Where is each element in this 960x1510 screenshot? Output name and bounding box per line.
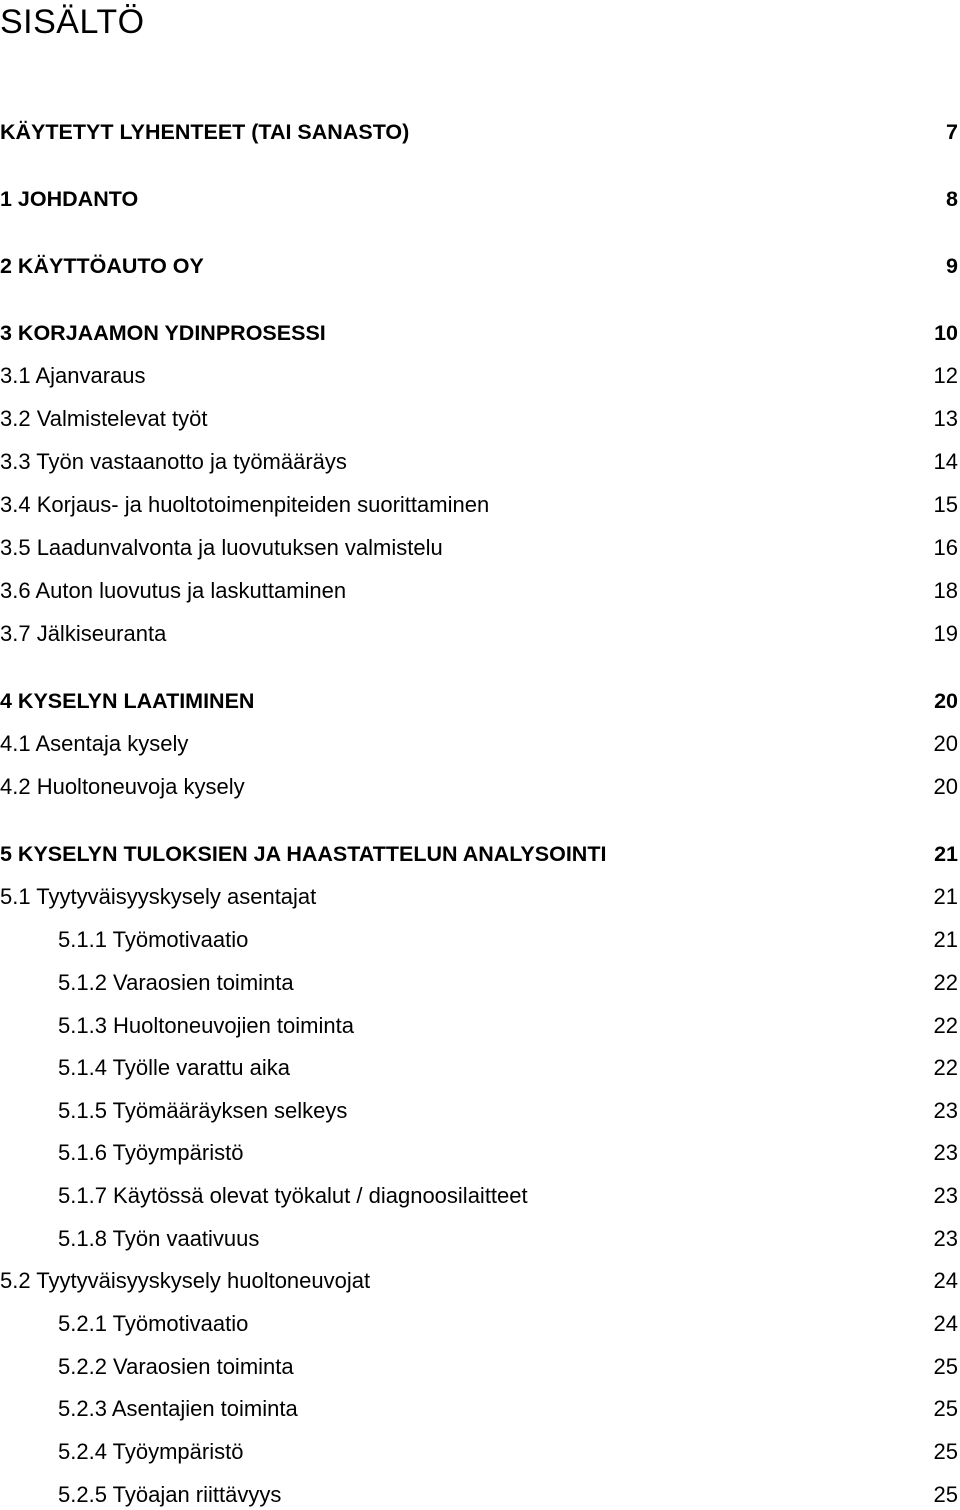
- toc-entry-page-number: 14: [933, 449, 958, 474]
- toc-entry-page-number: 19: [933, 621, 958, 646]
- page-title: SISÄLTÖ: [0, 3, 145, 41]
- toc-entry[interactable]: [0, 1053, 958, 1083]
- toc-entry-page-number: 21: [934, 842, 958, 866]
- toc-entry-page-number: 18: [933, 578, 958, 603]
- toc-entry[interactable]: [0, 1352, 958, 1382]
- toc-entry[interactable]: [0, 1011, 958, 1041]
- toc-entry-label: 1 JOHDANTO: [0, 187, 139, 211]
- toc-entry[interactable]: [0, 1480, 958, 1510]
- toc-entry[interactable]: [0, 361, 958, 391]
- toc-entry[interactable]: [0, 925, 958, 955]
- toc-entry-label: 3.3 Työn vastaanotto ja työmääräys: [0, 449, 347, 474]
- toc-entry[interactable]: [0, 1394, 958, 1424]
- toc-entry[interactable]: [0, 117, 958, 147]
- toc-entry-label: 5.2.4 Työympäristö: [58, 1439, 244, 1464]
- toc-entry-label: KÄYTETYT LYHENTEET (TAI SANASTO): [0, 120, 410, 144]
- toc-entry-page-number: 25: [933, 1439, 958, 1464]
- toc-entry-label: 5.2.5 Työajan riittävyys: [58, 1482, 282, 1507]
- toc-entry[interactable]: [0, 318, 958, 348]
- toc-entry-page-number: 25: [933, 1482, 958, 1507]
- toc-entry-page-number: 20: [933, 731, 958, 756]
- toc-entry-label: 5.1.2 Varaosien toiminta: [58, 970, 294, 995]
- toc-entry[interactable]: [0, 1437, 958, 1467]
- toc-entry-label: 3.4 Korjaus- ja huoltotoimenpiteiden suorittaminen: [0, 492, 490, 517]
- toc-entry-label: 5.2.2 Varaosien toiminta: [58, 1354, 294, 1379]
- toc-entry-label: 3.2 Valmistelevat työt: [0, 406, 208, 431]
- toc-entry[interactable]: [0, 576, 958, 606]
- toc-entry-page-number: 22: [933, 1013, 958, 1038]
- toc-entry-label: 5.2.1 Työmotivaatio: [58, 1311, 249, 1336]
- toc-entry-label: 5.1.3 Huoltoneuvojien toiminta: [58, 1013, 354, 1038]
- toc-entry[interactable]: [0, 772, 958, 802]
- toc-entry-page-number: 20: [933, 774, 958, 799]
- toc-entry-page-number: 25: [933, 1396, 958, 1421]
- toc-entry[interactable]: [0, 490, 958, 520]
- toc-entry-page-number: 24: [933, 1268, 958, 1293]
- toc-entry[interactable]: [0, 251, 958, 281]
- toc-entry[interactable]: [0, 1266, 958, 1296]
- toc-entry-label: 5.1.8 Työn vaativuus: [58, 1226, 260, 1251]
- toc-entry-label: 5.1.5 Työmääräyksen selkeys: [58, 1098, 348, 1123]
- toc-entry[interactable]: [0, 619, 958, 649]
- toc-entry-label: 3 KORJAAMON YDINPROSESSI: [0, 321, 326, 345]
- toc-entry-page-number: 20: [934, 689, 958, 713]
- toc-entry-label: 2 KÄYTTÖAUTO OY: [0, 254, 204, 278]
- toc-entry[interactable]: [0, 1138, 958, 1168]
- toc-entry[interactable]: [0, 533, 958, 563]
- toc-entry-label: 4.2 Huoltoneuvoja kysely: [0, 774, 245, 799]
- toc-entry[interactable]: [0, 447, 958, 477]
- toc-entry-page-number: 7: [946, 120, 958, 144]
- toc-entry-page-number: 23: [933, 1140, 958, 1165]
- toc-entry-page-number: 25: [933, 1354, 958, 1379]
- toc-entry-label: 5.1.7 Käytössä olevat työkalut / diagnoosilaitteet: [58, 1183, 528, 1208]
- toc-entry[interactable]: [0, 968, 958, 998]
- toc-entry-label: 5.1.4 Työlle varattu aika: [58, 1055, 290, 1080]
- toc-entry-page-number: 22: [933, 970, 958, 995]
- toc-entry-page-number: 8: [946, 187, 958, 211]
- toc-entry-page-number: 23: [933, 1098, 958, 1123]
- toc-entry-page-number: 23: [933, 1226, 958, 1251]
- toc-entry-label: 5.1.1 Työmotivaatio: [58, 927, 249, 952]
- toc-entry-page-number: 22: [933, 1055, 958, 1080]
- toc-entry-label: 5.1.6 Työympäristö: [58, 1140, 244, 1165]
- toc-entry-label: 3.5 Laadunvalvonta ja luovutuksen valmistelu: [0, 535, 443, 560]
- toc-entry[interactable]: [0, 729, 958, 759]
- toc-entry[interactable]: [0, 1096, 958, 1126]
- toc-entry-page-number: 23: [933, 1183, 958, 1208]
- toc-entry[interactable]: [0, 686, 958, 716]
- toc-entry-label: 3.7 Jälkiseuranta: [0, 621, 167, 646]
- toc-entry-page-number: 9: [946, 254, 958, 278]
- toc-entry[interactable]: [0, 1309, 958, 1339]
- toc-entry-label: 3.1 Ajanvaraus: [0, 363, 146, 388]
- toc-entry-page-number: 21: [933, 927, 958, 952]
- toc-entry[interactable]: [0, 839, 958, 869]
- toc-entry-label: 3.6 Auton luovutus ja laskuttaminen: [0, 578, 347, 603]
- toc-entry-label: 5.2.3 Asentajien toiminta: [58, 1396, 298, 1421]
- toc-entry-page-number: 10: [934, 321, 958, 345]
- toc-entry-page-number: 24: [933, 1311, 958, 1336]
- toc-entry-label: 4 KYSELYN LAATIMINEN: [0, 689, 255, 713]
- toc-entry-label: 4.1 Asentaja kysely: [0, 731, 189, 756]
- toc-entry-label: 5.1 Tyytyväisyyskysely asentajat: [0, 884, 317, 909]
- toc-entry[interactable]: [0, 1224, 958, 1254]
- toc-entry-page-number: 13: [933, 406, 958, 431]
- toc-entry[interactable]: [0, 882, 958, 912]
- toc-entry-page-number: 15: [933, 492, 958, 517]
- toc-entry-page-number: 16: [933, 535, 958, 560]
- toc-entry-label: 5.2 Tyytyväisyyskysely huoltoneuvojat: [0, 1268, 371, 1293]
- toc-entry-page-number: 21: [933, 884, 958, 909]
- toc-entry[interactable]: [0, 184, 958, 214]
- toc-entry-label: 5 KYSELYN TULOKSIEN JA HAASTATTELUN ANALYSOINTI: [0, 842, 607, 866]
- toc-entry[interactable]: [0, 1181, 958, 1211]
- toc-entry-page-number: 12: [933, 363, 958, 388]
- toc-entry[interactable]: [0, 404, 958, 434]
